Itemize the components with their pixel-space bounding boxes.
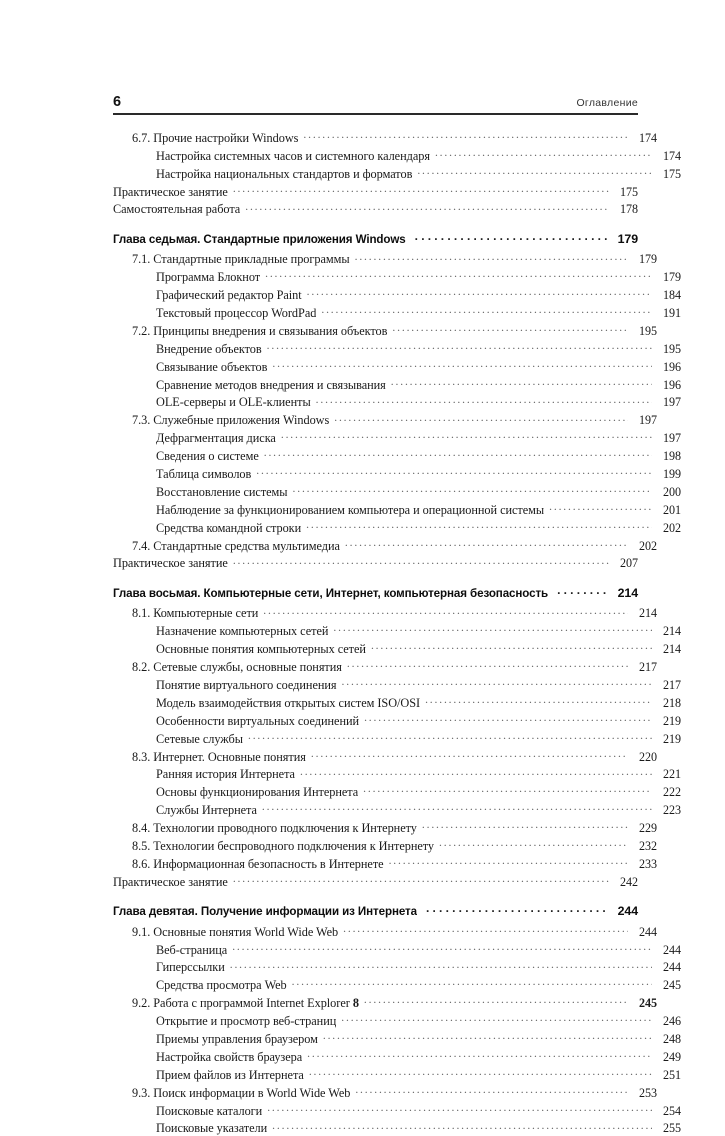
dot-leader bbox=[262, 802, 652, 814]
toc-entry-page-number: 217 bbox=[663, 677, 681, 692]
toc-entry-row[interactable] bbox=[113, 677, 681, 693]
dot-leader bbox=[321, 305, 652, 317]
toc-entry-label: Внедрение объектов bbox=[156, 341, 262, 356]
toc-entry-page-number: 197 bbox=[663, 431, 681, 446]
dot-leader bbox=[248, 730, 652, 742]
toc-entry-label: Глава девятая. Получение информации из Интернета bbox=[113, 905, 417, 919]
toc-entry-row[interactable] bbox=[113, 323, 657, 339]
running-head bbox=[113, 88, 638, 114]
toc-entry-label: Глава восьмая. Компьютерные сети, Интернет, компьютерная безопасность bbox=[113, 587, 549, 601]
toc-entry-row[interactable] bbox=[113, 712, 681, 728]
table-of-contents bbox=[113, 128, 681, 1136]
toc-entry-page-number: 245 bbox=[663, 978, 681, 993]
dot-leader bbox=[272, 1120, 652, 1132]
toc-entry-page-number: 255 bbox=[663, 1121, 681, 1136]
toc-entry-row[interactable] bbox=[113, 1049, 681, 1065]
toc-entry-row[interactable] bbox=[113, 959, 681, 975]
toc-entry-row[interactable] bbox=[113, 1031, 681, 1047]
toc-entry-label: Связывание объектов bbox=[156, 359, 268, 374]
toc-entry-row[interactable] bbox=[113, 730, 681, 746]
toc-entry-page-number: 197 bbox=[639, 413, 657, 428]
dot-leader bbox=[371, 641, 652, 653]
toc-entry-label: Сведения о системе bbox=[156, 449, 259, 464]
toc-entry-label: Приемы управления браузером bbox=[156, 1031, 318, 1046]
header-rule bbox=[113, 113, 638, 115]
dot-leader bbox=[265, 269, 652, 281]
dot-leader bbox=[363, 784, 652, 796]
toc-entry-label: Сетевые службы bbox=[156, 731, 243, 746]
toc-entry-row[interactable] bbox=[113, 784, 681, 800]
dot-leader bbox=[233, 183, 609, 195]
dot-leader bbox=[293, 484, 653, 496]
dot-leader bbox=[342, 677, 652, 689]
toc-entry-page-number: 199 bbox=[663, 467, 681, 482]
toc-entry-label: 8.3. Интернет. Основные понятия bbox=[132, 749, 306, 764]
toc-entry-label: Восстановление системы bbox=[156, 484, 288, 499]
toc-entry-row[interactable] bbox=[113, 269, 681, 285]
dot-leader bbox=[309, 1066, 652, 1078]
dot-leader bbox=[333, 623, 652, 635]
toc-entry-page-number: 245 bbox=[639, 996, 657, 1011]
dot-leader bbox=[364, 995, 628, 1007]
dot-leader bbox=[263, 605, 628, 617]
dot-leader bbox=[392, 323, 628, 335]
toc-entry-label: Настройка свойств браузера bbox=[156, 1049, 303, 1064]
toc-entry-page-number: 175 bbox=[620, 184, 638, 199]
toc-entry-page-number: 221 bbox=[663, 767, 681, 782]
toc-entry-label: 9.3. Поиск информации в World Wide Web bbox=[132, 1085, 351, 1100]
toc-entry-page-number: 253 bbox=[639, 1085, 657, 1100]
toc-entry-page-number: 196 bbox=[663, 359, 681, 374]
dot-leader bbox=[233, 873, 609, 885]
toc-entry-label: 6.7. Прочие настройки Windows bbox=[132, 130, 299, 145]
toc-entry-label: OLE-серверы и OLE-клиенты bbox=[156, 395, 311, 410]
toc-entry-label: Самостоятельная работа bbox=[113, 202, 241, 217]
dot-leader bbox=[364, 712, 652, 724]
toc-entry-label: Дефрагментация диска bbox=[156, 431, 276, 446]
toc-entry-page-number: 218 bbox=[663, 695, 681, 710]
toc-entry-row[interactable] bbox=[113, 995, 657, 1011]
toc-entry-page-number: 201 bbox=[663, 502, 681, 517]
toc-entry-row[interactable] bbox=[113, 1066, 681, 1082]
dot-leader bbox=[292, 977, 652, 989]
toc-entry-page-number: 229 bbox=[639, 821, 657, 836]
toc-entry-label: Практическое занятие bbox=[113, 556, 228, 571]
toc-entry-row[interactable] bbox=[113, 923, 657, 939]
toc-entry-page-number: 179 bbox=[617, 232, 638, 247]
toc-entry-row[interactable] bbox=[113, 856, 657, 872]
toc-entry-page-number: 214 bbox=[663, 642, 681, 657]
toc-entry-label: Модель взаимодействия открытых систем ISO/OSI bbox=[156, 695, 421, 710]
toc-entry-page-number: 195 bbox=[639, 323, 657, 338]
toc-entry-label: Прием файлов из Интернета bbox=[156, 1067, 304, 1082]
toc-entry-row[interactable] bbox=[113, 287, 681, 303]
toc-entry-page-number: 179 bbox=[639, 252, 657, 267]
dot-leader bbox=[267, 1102, 652, 1114]
dot-leader bbox=[417, 165, 652, 177]
dot-leader bbox=[435, 147, 652, 159]
toc-entry-page-number: 219 bbox=[663, 713, 681, 728]
dot-leader bbox=[230, 959, 652, 971]
toc-entry-row[interactable] bbox=[113, 748, 657, 764]
dot-leader bbox=[306, 519, 652, 531]
toc-entry-row[interactable] bbox=[113, 165, 681, 181]
toc-entry-page-number: 179 bbox=[663, 270, 681, 285]
toc-entry-page-number: 246 bbox=[663, 1014, 681, 1029]
toc-entry-label: Основные понятия компьютерных сетей bbox=[156, 642, 366, 657]
toc-entry-label: Особенности виртуальных соединений bbox=[156, 713, 360, 728]
toc-entry-row[interactable] bbox=[113, 605, 657, 621]
toc-entry-page-number: 174 bbox=[639, 130, 657, 145]
toc-entry-row[interactable] bbox=[113, 641, 681, 657]
toc-entry-page-number: 242 bbox=[620, 874, 638, 889]
toc-entry-page-number: 202 bbox=[639, 538, 657, 553]
toc-entry-page-number: 251 bbox=[663, 1067, 681, 1082]
dot-leader bbox=[300, 766, 652, 778]
toc-entry-label: Глава седьмая. Стандартные приложения Windows bbox=[113, 233, 406, 247]
toc-entry-label: Веб-страница bbox=[156, 942, 228, 957]
dot-leader bbox=[426, 904, 607, 916]
toc-entry-page-number: 214 bbox=[639, 606, 657, 621]
toc-entry-label: Наблюдение за функционированием компьютера и операционной системы bbox=[156, 502, 545, 517]
dot-leader bbox=[311, 748, 628, 760]
toc-entry-label: 8.2. Сетевые службы, основные понятия bbox=[132, 660, 342, 675]
dot-leader bbox=[557, 585, 607, 597]
toc-entry-page-number: 174 bbox=[663, 148, 681, 163]
toc-entry-page-number: 220 bbox=[639, 749, 657, 764]
toc-entry-row[interactable] bbox=[113, 838, 657, 854]
toc-entry-label: 8.1. Компьютерные сети bbox=[132, 606, 259, 621]
dot-leader bbox=[334, 412, 628, 424]
toc-entry-row[interactable] bbox=[113, 358, 681, 374]
toc-entry-row[interactable] bbox=[113, 430, 681, 446]
toc-entry-label: Текстовый процессор WordPad bbox=[156, 306, 317, 321]
toc-entry-row[interactable] bbox=[113, 376, 681, 392]
toc-entry-row[interactable] bbox=[113, 201, 638, 217]
toc-entry-page-number: 207 bbox=[620, 556, 638, 571]
dot-leader bbox=[307, 1049, 652, 1061]
toc-entry-label: Основы функционирования Интернета bbox=[156, 785, 359, 800]
toc-entry-row[interactable] bbox=[113, 448, 681, 464]
toc-entry-row[interactable] bbox=[113, 341, 681, 357]
toc-entry-page-number: 200 bbox=[663, 484, 681, 499]
toc-entry-page-number: 248 bbox=[663, 1031, 681, 1046]
toc-entry-row[interactable] bbox=[113, 183, 638, 199]
toc-entry-row[interactable] bbox=[113, 623, 681, 639]
dot-leader bbox=[549, 502, 652, 514]
toc-entry-page-number: 175 bbox=[663, 166, 681, 181]
toc-entry-label-emphasis: 8 bbox=[352, 996, 359, 1011]
toc-entry-label: Графический редактор Paint bbox=[156, 288, 302, 303]
toc-entry-label: 9.2. Работа с программой Internet Explorer 8 bbox=[132, 996, 359, 1011]
toc-entry-row[interactable] bbox=[113, 1013, 681, 1029]
toc-entry-label: Поисковые каталоги bbox=[156, 1103, 263, 1118]
dot-leader bbox=[256, 466, 652, 478]
toc-entry-label: Гиперссылки bbox=[156, 960, 225, 975]
toc-entry-row[interactable] bbox=[113, 130, 657, 146]
dot-leader bbox=[389, 856, 628, 868]
toc-entry-row[interactable] bbox=[113, 466, 681, 482]
toc-entry-page-number: 191 bbox=[663, 306, 681, 321]
toc-entry-row[interactable] bbox=[113, 555, 638, 571]
page-number: 6 bbox=[113, 94, 122, 110]
toc-entry-page-number: 244 bbox=[639, 924, 657, 939]
toc-entry-page-number: 214 bbox=[617, 586, 638, 601]
toc-entry-row[interactable] bbox=[113, 695, 681, 711]
toc-entry-row[interactable] bbox=[113, 484, 681, 500]
toc-entry-row[interactable] bbox=[113, 802, 681, 818]
toc-entry-page-number: 254 bbox=[663, 1103, 681, 1118]
dot-leader bbox=[307, 287, 652, 299]
toc-chapter-row[interactable] bbox=[113, 585, 638, 600]
dot-leader bbox=[267, 341, 652, 353]
toc-entry-label: 7.1. Стандартные прикладные программы bbox=[132, 252, 350, 267]
toc-entry-page-number: 178 bbox=[620, 202, 638, 217]
toc-entry-label: Практическое занятие bbox=[113, 874, 228, 889]
toc-entry-label: Назначение компьютерных сетей bbox=[156, 624, 329, 639]
dot-leader bbox=[439, 838, 628, 850]
toc-entry-page-number: 197 bbox=[663, 395, 681, 410]
dot-leader bbox=[264, 448, 652, 460]
toc-entry-page-number: 202 bbox=[663, 520, 681, 535]
toc-entry-page-number: 217 bbox=[639, 660, 657, 675]
toc-entry-row[interactable] bbox=[113, 412, 657, 428]
toc-entry-label: 8.6. Информационная безопасность в Интернете bbox=[132, 856, 384, 871]
dot-leader bbox=[303, 130, 628, 142]
toc-entry-label: Практическое занятие bbox=[113, 184, 228, 199]
toc-entry-page-number: 223 bbox=[663, 803, 681, 818]
dot-leader bbox=[415, 231, 607, 243]
toc-chapter-row[interactable] bbox=[113, 904, 638, 919]
toc-entry-row[interactable] bbox=[113, 659, 657, 675]
toc-entry-label: Программа Блокнот bbox=[156, 270, 261, 285]
toc-entry-row[interactable] bbox=[113, 502, 681, 518]
toc-entry-page-number: 198 bbox=[663, 449, 681, 464]
toc-entry-row[interactable] bbox=[113, 519, 681, 535]
toc-entry-row[interactable] bbox=[113, 1084, 657, 1100]
toc-entry-label: Настройка национальных стандартов и форматов bbox=[156, 166, 413, 181]
toc-entry-label: 8.5. Технологии беспроводного подключения к Интернету bbox=[132, 838, 435, 853]
dot-leader bbox=[355, 251, 628, 263]
toc-entry-row[interactable] bbox=[113, 305, 681, 321]
toc-entry-page-number: 249 bbox=[663, 1049, 681, 1064]
dot-leader bbox=[245, 201, 609, 213]
toc-entry-page-number: 219 bbox=[663, 731, 681, 746]
toc-entry-label: Службы Интернета bbox=[156, 803, 257, 818]
toc-entry-label: Таблица символов bbox=[156, 467, 252, 482]
toc-entry-label: Сравнение методов внедрения и связывания bbox=[156, 377, 386, 392]
toc-entry-row[interactable] bbox=[113, 537, 657, 553]
dot-leader bbox=[355, 1084, 628, 1096]
toc-entry-label: 7.2. Принципы внедрения и связывания объектов bbox=[132, 323, 388, 338]
toc-entry-page-number: 244 bbox=[617, 904, 638, 919]
dot-leader bbox=[391, 376, 652, 388]
toc-entry-row[interactable] bbox=[113, 820, 657, 836]
toc-entry-row[interactable] bbox=[113, 394, 681, 410]
dot-leader bbox=[281, 430, 652, 442]
dot-leader bbox=[233, 555, 609, 567]
toc-entry-page-number: 184 bbox=[663, 288, 681, 303]
running-head-title: Оглавление bbox=[576, 97, 638, 109]
toc-entry-label: Настройка системных часов и системного календаря bbox=[156, 148, 430, 163]
toc-entry-page-number: 233 bbox=[639, 856, 657, 871]
toc-entry-page-number: 232 bbox=[639, 838, 657, 853]
dot-leader bbox=[422, 820, 628, 832]
toc-entry-page-number: 244 bbox=[663, 942, 681, 957]
toc-entry-row[interactable] bbox=[113, 941, 681, 957]
toc-entry-label: Средства командной строки bbox=[156, 520, 302, 535]
toc-entry-page-number: 244 bbox=[663, 960, 681, 975]
toc-chapter-row[interactable] bbox=[113, 231, 638, 246]
toc-entry-label: Средства просмотра Web bbox=[156, 978, 287, 993]
toc-entry-label: Понятие виртуального соединения bbox=[156, 677, 337, 692]
dot-leader bbox=[347, 659, 628, 671]
dot-leader bbox=[341, 1013, 652, 1025]
toc-entry-page-number: 222 bbox=[663, 785, 681, 800]
toc-entry-row[interactable] bbox=[113, 251, 657, 267]
toc-entry-row[interactable] bbox=[113, 1102, 681, 1118]
dot-leader bbox=[425, 695, 652, 707]
toc-entry-page-number: 195 bbox=[663, 341, 681, 356]
toc-entry-row[interactable] bbox=[113, 1120, 681, 1136]
toc-entry-label: Ранняя история Интернета bbox=[156, 767, 295, 782]
dot-leader bbox=[323, 1031, 652, 1043]
dot-leader bbox=[272, 358, 652, 370]
toc-entry-label: Открытие и просмотр веб-страниц bbox=[156, 1014, 337, 1029]
toc-entry-row[interactable] bbox=[113, 147, 681, 163]
toc-entry-label: 7.4. Стандартные средства мультимедиа bbox=[132, 538, 340, 553]
toc-entry-label: 7.3. Служебные приложения Windows bbox=[132, 413, 330, 428]
toc-entry-row[interactable] bbox=[113, 873, 638, 889]
toc-entry-label: Поисковые указатели bbox=[156, 1121, 268, 1136]
dot-leader bbox=[232, 941, 652, 953]
toc-entry-row[interactable] bbox=[113, 977, 681, 993]
dot-leader bbox=[343, 923, 628, 935]
toc-entry-page-number: 214 bbox=[663, 624, 681, 639]
toc-entry-page-number: 196 bbox=[663, 377, 681, 392]
dot-leader bbox=[316, 394, 652, 406]
toc-entry-label: 8.4. Технологии проводного подключения к Интернету bbox=[132, 821, 417, 836]
toc-entry-label: 9.1. Основные понятия World Wide Web bbox=[132, 924, 339, 939]
toc-entry-row[interactable] bbox=[113, 766, 681, 782]
dot-leader bbox=[345, 537, 628, 549]
